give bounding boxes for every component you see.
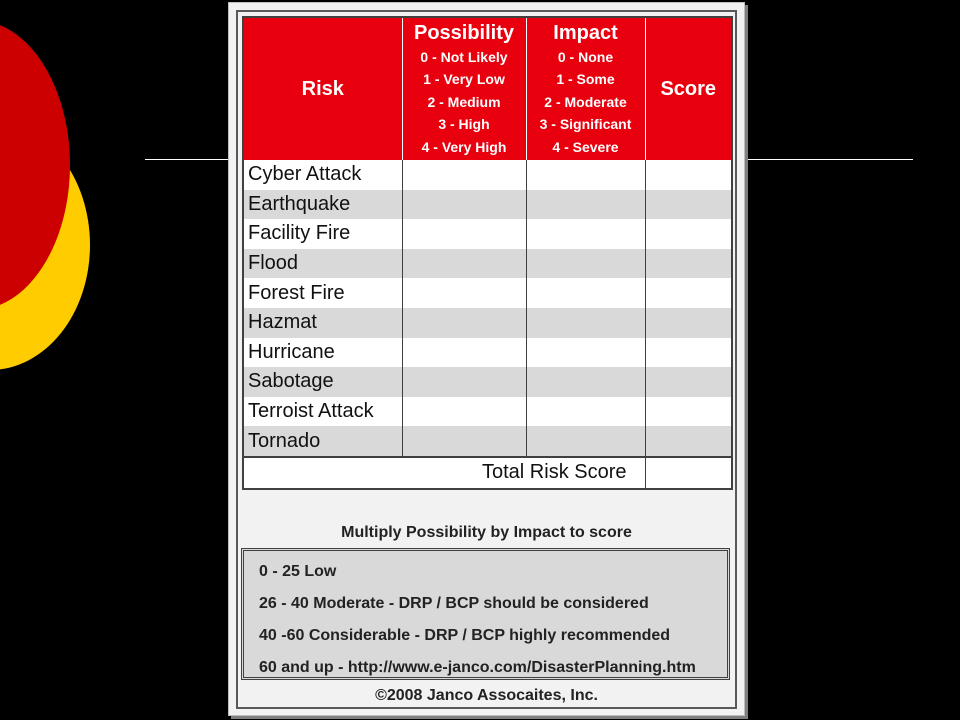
risk-name: Forest Fire (243, 278, 402, 308)
score-cell[interactable] (645, 278, 732, 308)
possibility-level-3: 3 - High (438, 116, 490, 133)
score-cell[interactable] (645, 190, 732, 220)
possibility-title: Possibility (413, 21, 515, 44)
table-row (243, 278, 732, 308)
possibility-cell[interactable] (402, 278, 526, 308)
impact-cell[interactable] (526, 278, 645, 308)
table-row (243, 249, 732, 279)
scoring-instruction: Multiply Possibility by Impact to score (341, 524, 632, 541)
possibility-cell[interactable] (402, 367, 526, 397)
possibility-cell[interactable] (402, 397, 526, 427)
possibility-level-0: 0 - Not Likely (420, 48, 508, 65)
header-row (243, 17, 732, 160)
divider-line-left (145, 159, 230, 160)
risk-table (242, 16, 733, 490)
impact-cell[interactable] (526, 308, 645, 338)
legend-item-low: 0 - 25 Low (259, 563, 337, 580)
impact-cell[interactable] (526, 160, 645, 190)
impact-cell[interactable] (526, 426, 645, 457)
table-row (243, 190, 732, 220)
risk-name: Hazmat (243, 308, 402, 338)
table-row (243, 338, 732, 368)
impact-level-3: 3 - Significant (539, 116, 632, 133)
impact-cell[interactable] (526, 397, 645, 427)
possibility-cell[interactable] (402, 249, 526, 279)
legend-item-considerable: 40 -60 Considerable - DRP / BCP highly recommended (259, 627, 671, 644)
table-row (243, 308, 732, 338)
table-row (243, 219, 732, 249)
impact-cell[interactable] (526, 367, 645, 397)
impact-cell[interactable] (526, 190, 645, 220)
score-cell[interactable] (645, 160, 732, 190)
risk-name: Earthquake (243, 190, 402, 220)
score-cell[interactable] (645, 308, 732, 338)
possibility-cell[interactable] (402, 219, 526, 249)
table-row (243, 426, 732, 457)
impact-cell[interactable] (526, 338, 645, 368)
impact-cell[interactable] (526, 249, 645, 279)
risk-name: Hurricane (243, 338, 402, 368)
legend-item-high: 60 and up - http://www.e-janco.com/DisasterPlanning.htm (259, 659, 696, 676)
possibility-cell[interactable] (402, 338, 526, 368)
risk-name: Flood (243, 249, 402, 279)
impact-cell[interactable] (526, 219, 645, 249)
header-score: Score (645, 17, 732, 160)
possibility-level-4: 4 - Very High (421, 138, 507, 155)
legend-item-moderate: 26 - 40 Moderate - DRP / BCP should be considered (259, 595, 649, 612)
total-row (243, 457, 732, 489)
risk-name: Cyber Attack (243, 160, 402, 190)
score-cell[interactable] (645, 219, 732, 249)
possibility-level-2: 2 - Medium (427, 93, 501, 110)
impact-level-0: 0 - None (557, 48, 614, 65)
table-row (243, 397, 732, 427)
table-row (243, 160, 732, 190)
score-cell[interactable] (645, 249, 732, 279)
risk-name: Sabotage (243, 367, 402, 397)
score-legend (241, 548, 730, 680)
score-cell[interactable] (645, 367, 732, 397)
risk-name: Terroist Attack (243, 397, 402, 427)
impact-level-2: 2 - Moderate (544, 93, 627, 110)
header-possibility (402, 17, 526, 160)
header-risk: Risk (243, 17, 402, 160)
header-impact (526, 17, 645, 160)
risk-name: Facility Fire (243, 219, 402, 249)
risk-assessment-card (228, 2, 745, 716)
divider-line-right (745, 159, 913, 160)
score-cell[interactable] (645, 426, 732, 457)
impact-title: Impact (553, 21, 618, 44)
possibility-cell[interactable] (402, 426, 526, 457)
copyright-footer: ©2008 Janco Assocaites, Inc. (375, 687, 598, 704)
risk-name: Tornado (243, 426, 402, 457)
risk-assessment-frame (236, 10, 737, 709)
total-score-cell[interactable] (645, 457, 732, 489)
score-cell[interactable] (645, 397, 732, 427)
impact-level-1: 1 - Some (556, 71, 615, 88)
possibility-level-1: 1 - Very Low (423, 71, 505, 88)
possibility-cell[interactable] (402, 160, 526, 190)
total-risk-score-label: Total Risk Score (243, 457, 645, 489)
possibility-cell[interactable] (402, 190, 526, 220)
possibility-cell[interactable] (402, 308, 526, 338)
impact-level-4: 4 - Severe (552, 138, 619, 155)
table-row (243, 367, 732, 397)
score-cell[interactable] (645, 338, 732, 368)
